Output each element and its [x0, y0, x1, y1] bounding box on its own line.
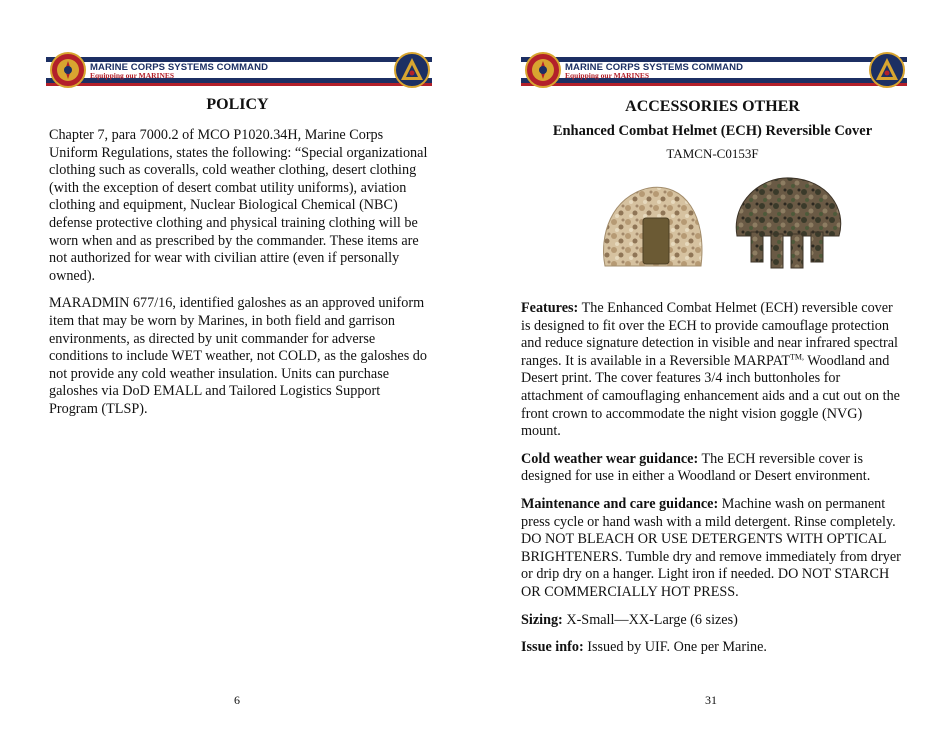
accessories-heading: ACCESSORIES OTHER: [625, 98, 800, 115]
policy-heading: POLICY: [206, 96, 269, 113]
features-section: [521, 300, 901, 441]
usmc-seal-icon: [525, 52, 561, 88]
item-description: [521, 300, 901, 667]
right-page: [475, 0, 950, 733]
features-text-1: The Enhanced Combat Helmet (ECH) reversible cover is designed to fit over the ECH to provide camouflage protection and reduce signature detection in visible and near infrared spectral ranges. It is available in a Reversible MARPAT: [521, 300, 898, 369]
cold-weather-label: Cold weather wear guidance:: [521, 450, 699, 467]
mcsc-emblem-icon: [869, 52, 905, 88]
policy-body: [49, 127, 431, 429]
policy-paragraph-2: MARADMIN 677/16, identified galoshes as an approved uniform item that may be worn by Marines, in both field and garrison environments, as directed by unit commander for adverse conditions to include WET weather, not COLD, as the galoshes do not provide any cold weather insulation. Units can purchase galoshes via DoD EMALL and Tailored Logistics Support Program (TLSP).: [49, 295, 427, 417]
issue-info-label: Issue info:: [521, 639, 584, 656]
maintenance-label: Maintenance and care guidance:: [521, 495, 719, 512]
item-subheading: Enhanced Combat Helmet (ECH) Reversible Cover: [552, 123, 873, 139]
features-text-2: Woodland and Desert print. The cover features 3/4 inch buttonholes for attachment of camouflaging enhancement aids and a cut out on the front crown to accommodate the night vision goggle (NVG) mount.: [521, 352, 900, 440]
features-label: Features:: [521, 300, 579, 316]
maintenance-text: Machine wash on permanent press cycle or hand wash with a mild detergent. Rinse completely. DO NOT BLEACH OR USE DETERGENTS WITH OPTICAL BRIGHTENERS. Tumble dry and remove immediately from dryer or drip dry on a hanger. Light iron if needed. DO NOT STARCH OR COMMERCIALLY HOT PRESS.: [521, 495, 901, 600]
usmc-seal-icon: [50, 52, 86, 88]
issue-info-text: Issued by UIF. One per Marine.: [587, 639, 767, 656]
cold-weather-text: The ECH reversible cover is designed for use in either a Woodland or Desert environment.: [521, 450, 871, 485]
sizing-section: [521, 612, 901, 630]
page-number-right: 31: [705, 693, 717, 707]
mcsc-banner: [46, 54, 432, 88]
banner-title: MARINE CORPS SYSTEMS COMMAND: [90, 62, 269, 73]
cold-weather-section: [521, 451, 901, 486]
woodland-helmet-cover-image: [731, 174, 847, 272]
maintenance-section: [521, 496, 901, 602]
banner-title: MARINE CORPS SYSTEMS COMMAND: [565, 62, 744, 73]
tamcn-label: TAMCN-C0153F: [666, 146, 759, 161]
policy-paragraph-1: Chapter 7, para 7000.2 of MCO P1020.34H, Marine Corps Uniform Regulations, states the following: “Special organizational clothing such as coveralls, cold weather clothing, desert clothing (with the exception of desert combat utility uniforms), aviation clothing and equipment, Nuclear Biological Chemical (NBC) defense protective clothing and physical training clothing will be worn when and as prescribed by the commander. These items are not authorized for wear with civilian attire (even if personally owned).: [49, 127, 428, 284]
desert-helmet-cover-image: [597, 176, 709, 270]
mcsc-emblem-icon: [394, 52, 430, 88]
sizing-label: Sizing:: [521, 611, 563, 628]
banner-tagline: Equipping our MARINES: [565, 71, 650, 80]
banner-tagline: Equipping our MARINES: [90, 71, 175, 80]
page-number-left: 6: [234, 693, 240, 707]
issue-info-section: [521, 639, 901, 657]
trademark-mark: TM,: [790, 352, 804, 362]
mcsc-banner-right: [521, 54, 907, 88]
sizing-text: X-Small—XX-Large (6 sizes): [566, 611, 738, 628]
